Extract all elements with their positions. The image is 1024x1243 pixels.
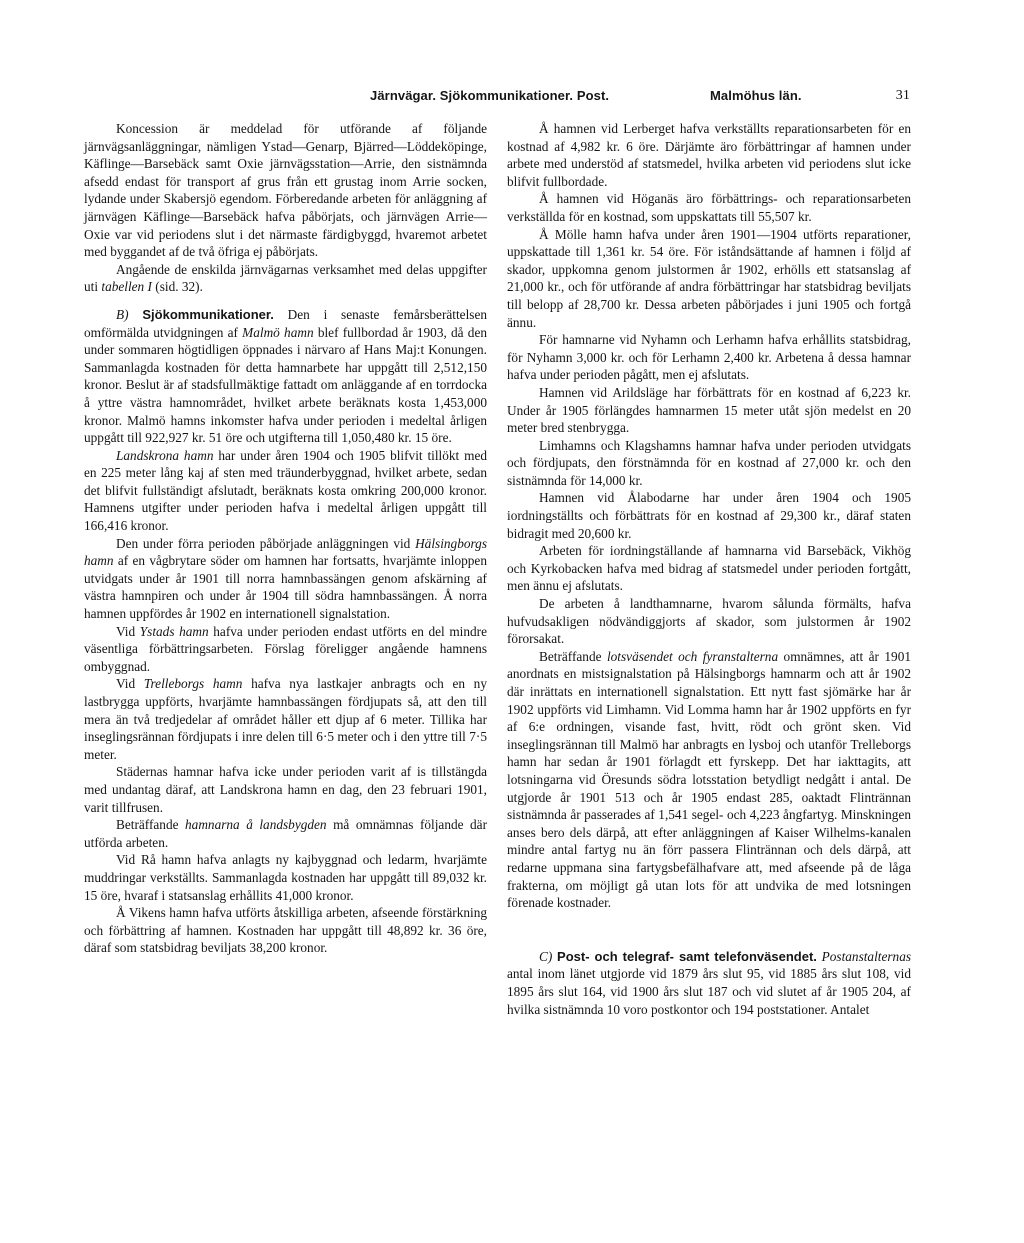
header-sections: Järnvägar. Sjökommunikationer. Post. xyxy=(370,88,610,103)
paragraph-limhamn-klagshamn: Limhamns och Klagshamns hamnar hafva under perioden utvidgats och fördjupats, den förstnämnda för en kostnad af 27,000 kr. och den sistnämnda för 14,000 kr. xyxy=(507,437,911,488)
paragraph-landskrona: Landskrona hamn har under åren 1904 och 1905 blifvit tillökt med en 225 meter lång kaj af sten med träunderbyggnad, hvilket arbete, sedan det blifvit fullständigt afslutadt, beräknats kosta omkring 200,000 kronor. Hamnens utgifter under perioden hafva i medeltal årligen uppgått till 166,416 kronor. xyxy=(84,447,487,534)
paragraph-pilotage: Beträffande lotsväsendet och fyranstalterna omnämnes, att år 1901 anordnats en mistsignalstation på Hälsingborgs hamnarm och att år 1902 där inrättats en internationell signalstation. Ett nytt fast sjömärke har år 1902 uppförts vid Limhamn. Vid Lomma hamn har år 1902 uppförts en fyr af 6:e ordningen, visande fast, hvitt, rödt och grönt sken. Vid inseglingsrännan till Malmö har anbragts en lysboj och utanför Trelleborgs hamn har sedan år 1901 förlagdt ett fyrskepp. Det har iakttagits, att lotsningarna vid Öresunds södra lotsstation betydligt nedgått i antal. De utgjorde år 1901 513 och år 1905 endast 285, oaktadt Flintrännan sistnämnda år passerades af 1,541 segel- och 4,223 ångfartyg. Minskningen anses bero dels därpå, att efter anläggningen af Kaiser Wilhelms-kanalen mindre antal fartyg nu än förr passera Flintrännan och dels därpå, att redarne uppmana sina fartygsbefälhafvare att, med afseende på de låga frakterna, om möjligt gå utan lots för att undvika de med lotsningen förenade kostnader. xyxy=(507,648,911,911)
left-column xyxy=(84,120,487,957)
paragraph-lerberget: Å hamnen vid Lerberget hafva verkställts reparationsarbeten för en kostnad af 4,982 kr. 6 öre. Därjämte äro förbättringar af hamnen under arbete med understöd af statsmedel, hvilka arbeten vid periodens slut icke blifvit fullbordade. xyxy=(507,121,911,189)
section-heading-post: Post- och telegraf- samt telefonväsendet. xyxy=(557,948,817,964)
paragraph-molle: Å Mölle hamn hafva under åren 1901—1904 utförts reparationer, uppskattade till 1,361 kr. 54 öre. För iståndsättande af hamnen i följd af skador, uppkomna genom julstormen år 1902, erhölls ett statsanslag af 21,000 kr., och för utförande af andra förbättringar har statsbidrag beviljats till belopp af 28,700 kr. Dessa arbeten påbörjades i juni 1905 och fortgå ännu. xyxy=(507,226,911,330)
header-county: Malmöhus län. xyxy=(710,88,802,103)
paragraph-alabodarne: Hamnen vid Ålabodarne har under åren 1904 och 1905 iordningställts och förbättrats för en kostnad af 29,300 kr., däraf staten bidragit med 20,600 kr. xyxy=(507,490,911,541)
paragraph-trelleborg: Vid Trelleborgs hamn hafva nya lastkajer anbragts och en ny lastbrygga uppförts, hvarjämte hamnbassängen fördjupats så, att den till mera än två tredjedelar af området håller ett djup af 6 meter. Tillika har inseglingsrännan fördjupats i inre delen till 6·5 meter och i den yttre till 7·5 meter. xyxy=(84,676,487,762)
running-header xyxy=(84,88,910,108)
paragraph-post-heading: C) Post- och telegraf- samt telefonväsendet. Postanstalternas antal inom länet utgjorde vid 1879 års slut 95, vid 1885 års slut 108, vid 1895 års slut 164, vid 1900 års slut 187 och vid slutet af år 1905 204, af hvilka sistnämnda 10 voro postkontor och 194 poststationer. Antalet xyxy=(507,948,912,1017)
right-column xyxy=(507,120,911,1018)
section-letter-b: B) xyxy=(116,306,129,322)
paragraph-ice: Städernas hamnar hafva icke under perioden varit af is tillstängda med undantag däraf, att Landskrona hamn en dag, den 23 februari 1901, varit tillfrusen. xyxy=(84,764,487,815)
page-number: 31 xyxy=(895,88,910,103)
section-heading-shipping: Sjökommunikationer. xyxy=(142,306,274,322)
paragraph-arildslage: Hamnen vid Arildsläge har förbättrats för en kostnad af 6,223 kr. Under år 1905 förlängdes hamnarmen 15 meter utåt sjön medelst en 20 meter bred stenbrygga. xyxy=(507,384,911,436)
paragraph-viken: Å Vikens hamn hafva utförts åtskilliga arbeten, afseende förstärkning och förbättring af hamnen. Kostnaden har uppgått till 48,892 kr. 36 öre, däraf som statsbidrag beviljats 38,200 kronor. xyxy=(84,905,487,956)
paragraph-ra-hamn: Vid Rå hamn hafva anlagts ny kajbyggnad och ledarm, hvarjämte muddringar verkställts. Sammanlagda kostnaden har uppgått till 89,032 kr. 15 öre, hvaraf i statsanslag erhållits 41,000 kronor. xyxy=(84,852,487,903)
table-reference: tabellen I xyxy=(101,279,152,295)
paragraph-barseback: Arbeten för iordningställande af hamnarna vid Barsebäck, Vikhög och Kyrkobacken hafva med bidrag af statsmedel under perioden fortgått, men ännu ej afslutats. xyxy=(507,543,911,594)
paragraph-shipping-heading: B) Sjökommunikationer. Den i senaste femårsberättelsen omförmälda utvidgningen af Malmö hamn blef fullbordad år 1903, då den under sommaren högtidligen öppnades i närvaro af Hans Maj:t Konungen. Sammanlagda kostnaden för detta hamnarbete har uppgått till 2,512,150 kronor. Beslut är af stadsfullmäktige fattadt om anläggande af en torrdocka å yttre västra hamnområdet, hvilket arbete beräknats kosta 1,453,000 kronor. Malmö hamns inkomster hafva under perioden i medeltal årligen uppgått till 922,927 kr. 51 öre och utgifterna till 1,050,480 kr. 15 öre. xyxy=(84,306,488,446)
paragraph-rural-harbours: Beträffande hamnarna å landsbygden må omnämnas följande där utförda arbeten. xyxy=(84,817,487,850)
paragraph-halsingborg: Den under förra perioden påbörjade anläggningen vid Hälsingborgs hamn af en vågbrytare söder om hamnen har fortsatts, hvarjämte inloppen utvidgats under år 1901 till norra hamnbassängen genom afskärning af västra hamnpiren och under år 1904 till södra hamnbassängen. Å norra hamnen uppfördes år 1902 en internationell signalstation. xyxy=(84,535,487,622)
paragraph-ystad: Vid Ystads hamn hafva under perioden endast utförts en del mindre väsentliga förbättringsarbeten. Förslag föreligger angående hamnens ombyggnad. xyxy=(84,623,488,674)
paragraph-private-railways: Angående de enskilda järnvägarnas verksamhet med delas uppgifter uti tabellen I (sid. 32). xyxy=(84,261,487,295)
paragraph-nyhamn-lerhamn: För hamnarne vid Nyhamn och Lerhamn hafva erhållits statsbidrag, för Nyhamn 3,000 kr. och för Lerhamn 2,400 kr. Arbetena å dessa hamnar hafva under perioden pågått, men ej afslutats. xyxy=(507,332,911,383)
paragraph-storm-damage: De arbeten å landthamnarne, hvarom sålunda förmälts, hafva hufvudsakligen nödvändiggjorts af skador, som julstormen år 1902 förorsakat. xyxy=(507,596,911,647)
paragraph-hoganas: Å hamnen vid Höganäs äro förbättrings- och reparationsarbeten verkställda för en kostnad, som uppskattats till 55,507 kr. xyxy=(507,191,911,224)
section-letter-c: C) xyxy=(539,948,553,964)
paragraph-railway-concessions: Koncession är meddelad för utförande af följande järnvägsanläggningar, nämligen Ystad—Genarp, Bjärred—Löddeköpinge, Käflinge—Barsebäck samt Oxie järnvägsstation—Arrie, den sistnämnda afsedd endast för transport af grus från ett grustag inom Arrie socken, lydande under Skabersjö egendom. Förberedande arbeten för anläggning af järnvägen Käflinge—Barsebäck hafva påbörjats, och järnvägen Arrie—Oxie var vid periodens slut i det närmaste färdigbyggd, hvaremot arbetet med byggandet af de två öfriga ej påbörjats. xyxy=(84,121,487,260)
